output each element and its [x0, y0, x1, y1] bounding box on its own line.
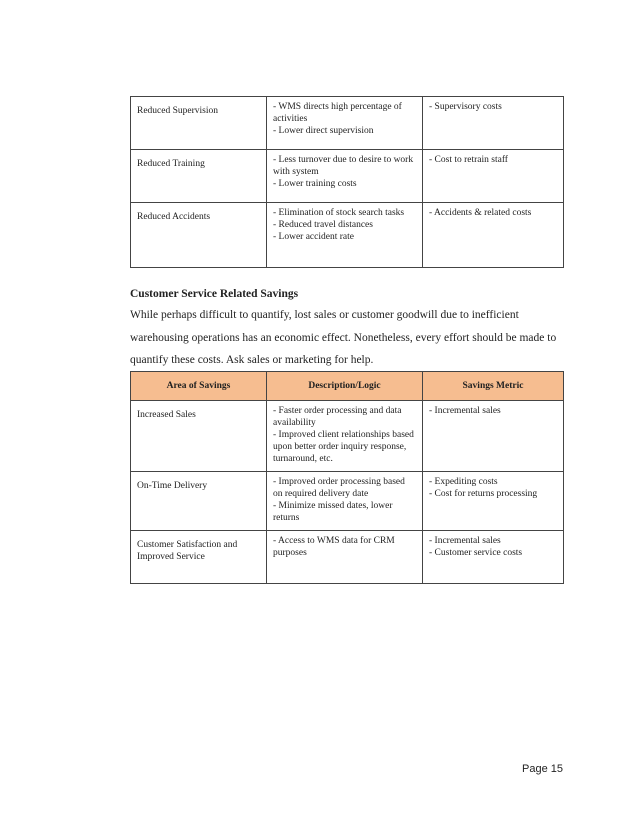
metric-cell: [423, 203, 564, 268]
description-cell: [267, 203, 423, 268]
area-cell: Increased Sales: [131, 401, 267, 472]
metric-line: - Customer service costs: [429, 548, 523, 558]
metric-line: - Incremental sales: [429, 406, 501, 416]
header-description-logic: Description/Logic: [267, 372, 423, 401]
table-header-row: [131, 372, 564, 401]
section-paragraph: While perhaps difficult to quantify, lost sales or customer goodwill due to inefficient warehousing operations has an economic effect. Nonetheless, every effort should be made to quantify these costs. Ask sales or marketing for help.: [130, 309, 557, 366]
metric-line: - Supervisory costs: [429, 102, 502, 112]
customer-service-savings-table: [130, 371, 564, 584]
description-line: - WMS directs high percentage of activities: [273, 102, 402, 124]
metric-line: - Accidents & related costs: [429, 208, 532, 218]
description-line: - Lower accident rate: [273, 232, 354, 242]
metric-line: - Cost for returns processing: [429, 489, 538, 499]
operational-savings-table: [130, 96, 564, 268]
metric-line: - Incremental sales: [429, 536, 501, 546]
description-line: - Lower direct supervision: [273, 126, 374, 136]
page-number: Page 15: [522, 763, 563, 775]
area-cell: Reduced Supervision: [131, 97, 267, 150]
metric-cell: [423, 97, 564, 150]
metric-cell: [423, 531, 564, 584]
description-line: - Reduced travel distances: [273, 220, 373, 230]
table-row: [131, 401, 564, 472]
description-line: - Access to WMS data for CRM purposes: [273, 536, 395, 558]
description-cell: [267, 472, 423, 531]
header-area-of-savings: Area of Savings: [131, 372, 267, 401]
description-cell: [267, 150, 423, 203]
description-line: - Lower training costs: [273, 179, 357, 189]
description-cell: [267, 531, 423, 584]
table-row: [131, 472, 564, 531]
description-line: - Less turnover due to desire to work with system: [273, 155, 414, 177]
area-cell: Reduced Accidents: [131, 203, 267, 268]
metric-line: - Cost to retrain staff: [429, 155, 508, 165]
table-row: [131, 203, 564, 268]
description-line: - Minimize missed dates, lower returns: [273, 501, 393, 523]
metric-cell: [423, 150, 564, 203]
metric-cell: [423, 472, 564, 531]
area-cell: Reduced Training: [131, 150, 267, 203]
header-savings-metric: Savings Metric: [423, 372, 564, 401]
description-line: - Improved client relationships based upon better order inquiry response, turnaround, etc.: [273, 430, 414, 464]
area-cell: Customer Satisfaction and Improved Service: [131, 531, 267, 584]
metric-line: - Expediting costs: [429, 477, 498, 487]
description-line: - Improved order processing based on required delivery date: [273, 477, 405, 499]
description-cell: [267, 97, 423, 150]
table-row: [131, 97, 564, 150]
area-cell: On-Time Delivery: [131, 472, 267, 531]
description-line: - Faster order processing and data availability: [273, 406, 402, 428]
metric-cell: [423, 401, 564, 472]
section-heading: Customer Service Related Savings: [130, 288, 299, 300]
table-row: [131, 150, 564, 203]
table-row: [131, 531, 564, 584]
description-cell: [267, 401, 423, 472]
description-line: - Elimination of stock search tasks: [273, 208, 405, 218]
